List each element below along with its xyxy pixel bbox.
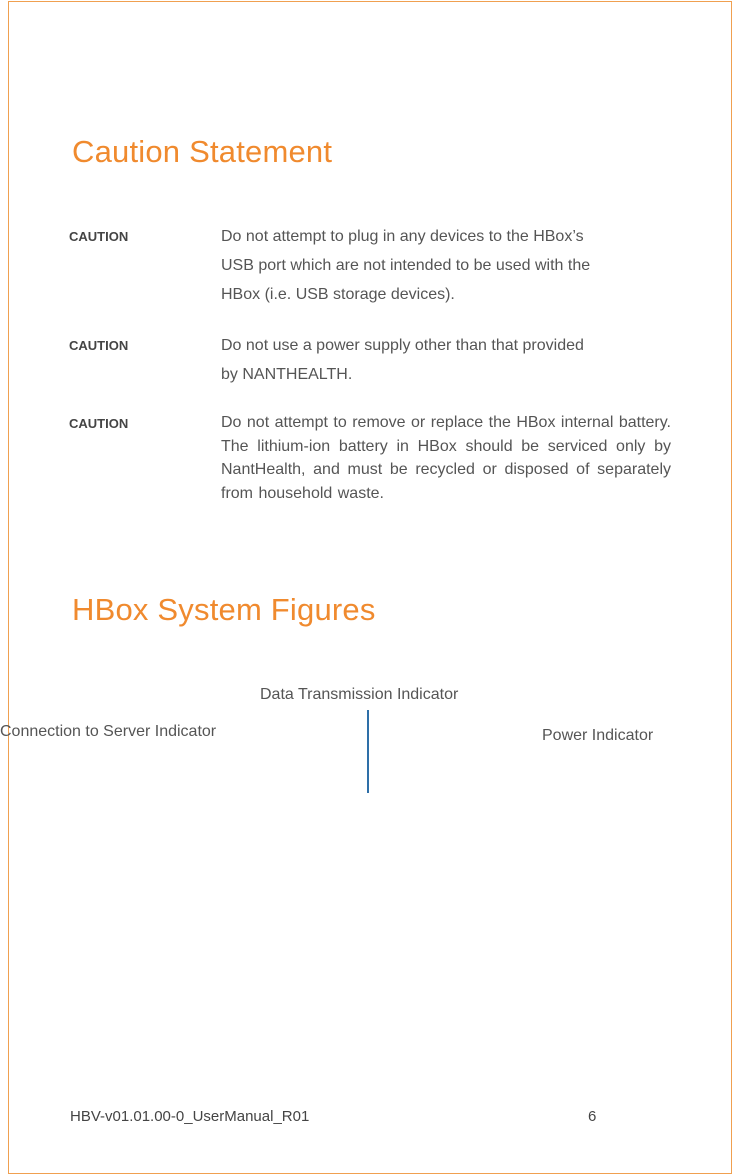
connection-to-server-indicator-label: Connection to Server Indicator bbox=[0, 723, 217, 740]
caution-text-1-line-3: HBox (i.e. USB storage devices). bbox=[221, 286, 455, 303]
caution-text-2-line-1: Do not use a power supply other than that provided bbox=[221, 337, 584, 354]
caution-label-3: CAUTION bbox=[69, 416, 129, 431]
power-indicator-label: Power Indicator bbox=[542, 727, 654, 744]
caution-text-1-line-2: USB port which are not intended to be used with the bbox=[221, 257, 591, 274]
caution-text-2 bbox=[221, 331, 681, 389]
caution-text-2-line-2: by NANTHEALTH. bbox=[221, 366, 353, 383]
caution-statement-heading: Caution Statement bbox=[72, 134, 333, 169]
footer-page-number: 6 bbox=[588, 1108, 597, 1125]
page-border bbox=[8, 1, 732, 1174]
data-transmission-leader-line bbox=[367, 710, 369, 793]
footer-document-id: HBV-v01.01.00-0_UserManual_R01 bbox=[70, 1108, 310, 1125]
caution-text-3: Do not attempt to remove or replace the HBox internal battery. The lithium-ion battery in HBox should be serviced only by NantHealth, and must be recycled or disposed of separately from household waste. bbox=[221, 414, 671, 502]
caution-label-1: CAUTION bbox=[69, 229, 129, 244]
caution-text-1 bbox=[221, 222, 681, 309]
data-transmission-indicator-label: Data Transmission Indicator bbox=[260, 686, 459, 703]
caution-label-2: CAUTION bbox=[69, 338, 129, 353]
system-figures-heading: HBox System Figures bbox=[72, 592, 376, 627]
caution-text-1-line-1: Do not attempt to plug in any devices to the HBox’s bbox=[221, 228, 584, 245]
